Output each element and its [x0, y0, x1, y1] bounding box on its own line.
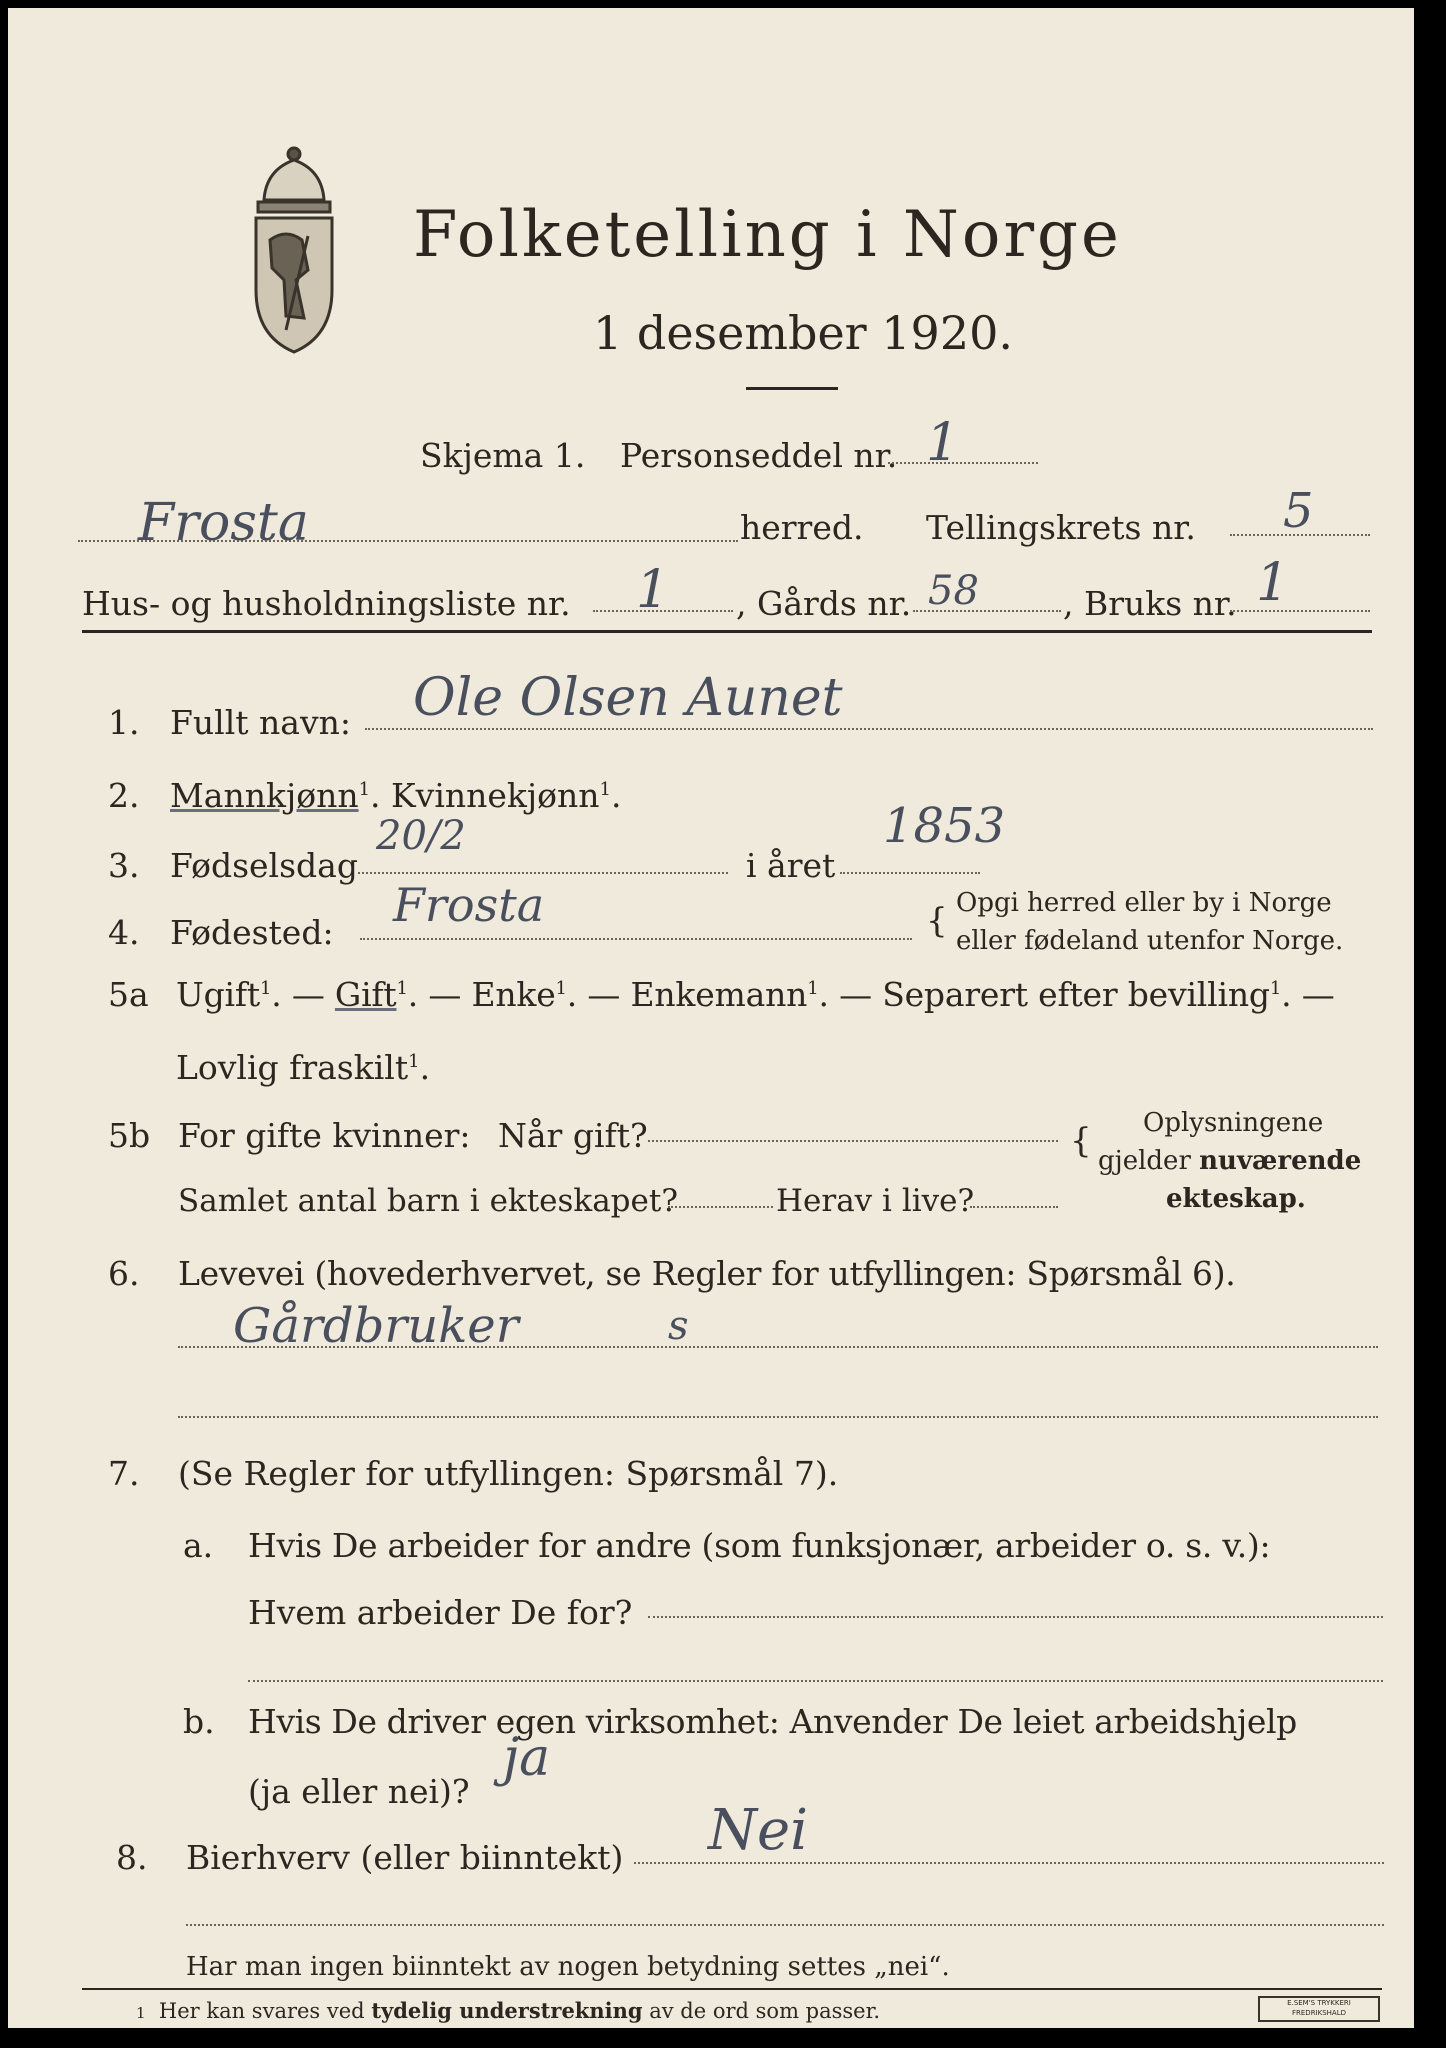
q7b-letter: b. — [183, 1702, 215, 1741]
q4-number: 4. — [108, 913, 140, 952]
q6-label: Levevei (hovederhvervet, se Regler for utfyllingen: Spørsmål 6). — [178, 1254, 1236, 1293]
schema-label: Skjema 1. — [420, 436, 586, 475]
header-rule — [82, 630, 1372, 633]
q8-number: 8. — [116, 1838, 148, 1877]
fraskilt-line: Lovlig fraskilt$^1$. — [176, 1048, 431, 1087]
children-label: Samlet antal barn i ekteskapet? — [178, 1183, 678, 1219]
q6-number: 6. — [108, 1254, 140, 1293]
male-option[interactable]: Mannkjønn — [170, 776, 359, 815]
gender-options: Mannkjønn$^1$. Kvinnekjønn$^1$. — [170, 776, 622, 815]
q7a-who-label: Hvem arbeider De for? — [248, 1593, 633, 1632]
q7-label: (Se Regler for utfyllingen: Spørsmål 7). — [178, 1454, 839, 1493]
q1-label: Fullt navn: — [170, 703, 351, 742]
form-date: 1 desember 1920. — [593, 306, 1013, 360]
gards-value[interactable]: 58 — [928, 568, 979, 614]
q7-number: 7. — [108, 1454, 140, 1493]
census-form: Folketelling i Norge 1 desember 1920. Skjema 1. Personseddel nr. 1 Frosta herred. Tellingskrets nr. 5 Hus- og husholdningsliste nr. 1 , Gårds nr. 58 , Bruks nr. 1 1. Fullt navn: Ole Olsen Aunet 2. Mannkjønn$^1$. Kvinnekjønn$^1$. 3. Fødselsdag 20/2 i året 1853 4. Fødested: Frosta { Opgi herred eller by i Norge eller fødeland utenfor Norge. 5a Ugift$^1$. — Gift$^1$. — Enke$^1$. — Enkemann$^1$. — Separert efter bevilling$^1$. — Lovlig fraskilt$^1$. 5b For gifte kvinner: Når gift? Samlet antal barn i ekteskapet? Herav i live? { Oplysningene gjelder nuværende ekteskap. 6. Levevei (hovederhvervet, se Regler for utfyllingen: Spørsmål 6). Gårdbruker s 7. (Se Regler for utfyllingen: Spørsmål 7). a. Hvis De arbeider for andre (som funksjonær, arbeider o. s. v.): Hvem arbeider De for? b. Hvis De driver egen virksomhet: Anvender De leiet arbeidshjelp (ja eller nei)? ja 8. Bierhverv (eller biinntekt) Nei Har man ingen biinntekt av nogen betydning settes „nei“. 1 Her kan svares ved tydelig understrekning av de ord som passer. E.SEM'S TRYKKERI FREDRIKSHALD — [8, 8, 1414, 2028]
occupation-value[interactable]: Gårdbruker — [233, 1298, 519, 1354]
birthplace-note-1: Opgi herred eller by i Norge — [956, 888, 1332, 918]
female-option[interactable]: Kvinnekjønn — [391, 776, 600, 815]
tellingskrets-value[interactable]: 5 — [1283, 483, 1314, 539]
birthplace-note-2: eller fødeland utenfor Norge. — [956, 926, 1344, 956]
alive-label: Herav i live? — [776, 1183, 975, 1219]
occupation-extra: s — [668, 1303, 689, 1349]
footer-note: Har man ingen biinntekt av nogen betydning settes „nei“. — [186, 1952, 950, 1982]
bruks-value[interactable]: 1 — [1256, 553, 1290, 613]
q7a-text: Hvis De arbeider for andre (som funksjonær, arbeider o. s. v.): — [248, 1526, 1271, 1565]
enkemann-option[interactable]: Enkemann — [630, 975, 808, 1014]
q7a-letter: a. — [183, 1526, 214, 1565]
q2-number: 2. — [108, 776, 140, 815]
birthdate-label: Fødselsdag — [170, 846, 358, 885]
q5b-number: 5b — [108, 1116, 151, 1155]
ugift-option[interactable]: Ugift — [176, 975, 260, 1014]
q5a-number: 5a — [108, 975, 149, 1014]
separert-option[interactable]: Separert efter bevilling — [882, 975, 1270, 1014]
q5b-note-1: Oplysningene — [1143, 1108, 1324, 1138]
q5b-label: For gifte kvinner: — [178, 1116, 471, 1155]
q7b-text: Hvis De driver egen virksomhet: Anvender De leiet arbeidshjelp — [248, 1702, 1297, 1741]
herred-label: herred. — [740, 508, 864, 547]
birthplace-value[interactable]: Frosta — [393, 878, 545, 932]
bruks-label: , Bruks nr. — [1063, 584, 1237, 623]
hired-help-value[interactable]: ja — [503, 1728, 551, 1788]
personseddel-value[interactable]: 1 — [926, 413, 960, 473]
q5b-note-2: gjelder nuværende — [1098, 1146, 1362, 1176]
hus-label: Hus- og husholdningsliste nr. — [82, 584, 571, 623]
q8-label: Bierhverv (eller biinntekt) — [186, 1838, 624, 1877]
hus-value[interactable]: 1 — [636, 560, 670, 620]
tellingskrets-label: Tellingskrets nr. — [926, 508, 1196, 547]
side-income-value[interactable]: Nei — [708, 1798, 809, 1863]
printer-mark: E.SEM'S TRYKKERI FREDRIKSHALD — [1258, 1996, 1380, 2022]
q1-number: 1. — [108, 703, 140, 742]
q3-number: 3. — [108, 846, 140, 885]
personseddel-label: Personseddel nr. — [620, 436, 898, 475]
footer-rule — [82, 1988, 1382, 1990]
q7b-question: (ja eller nei)? — [248, 1772, 470, 1811]
birthyear-value[interactable]: 1853 — [883, 798, 1006, 854]
q5b-note-3: ekteskap. — [1166, 1184, 1306, 1214]
fraskilt-option[interactable]: Lovlig fraskilt — [176, 1048, 409, 1087]
footnote: 1 Her kan svares ved tydelig understrekning av de ord som passer. — [136, 1998, 881, 2023]
gift-option[interactable]: Gift — [334, 975, 397, 1014]
title-divider — [746, 387, 838, 390]
gards-label: , Gårds nr. — [736, 584, 912, 623]
birthplace-label: Fødested: — [170, 913, 334, 952]
herred-value[interactable]: Frosta — [138, 493, 309, 553]
when-married-label: Når gift? — [498, 1116, 648, 1155]
form-title: Folketelling i Norge — [413, 198, 1122, 272]
coat-of-arms-icon — [236, 140, 352, 360]
birthdate-value[interactable]: 20/2 — [376, 813, 466, 859]
full-name-value[interactable]: Ole Olsen Aunet — [413, 668, 843, 728]
civil-status-options: Ugift$^1$. — Gift$^1$. — Enke$^1$. — Enkemann$^1$. — Separert efter bevilling$^1$. — — [176, 975, 1335, 1014]
enke-option[interactable]: Enke — [471, 975, 556, 1014]
birthyear-label: i året — [746, 846, 836, 885]
